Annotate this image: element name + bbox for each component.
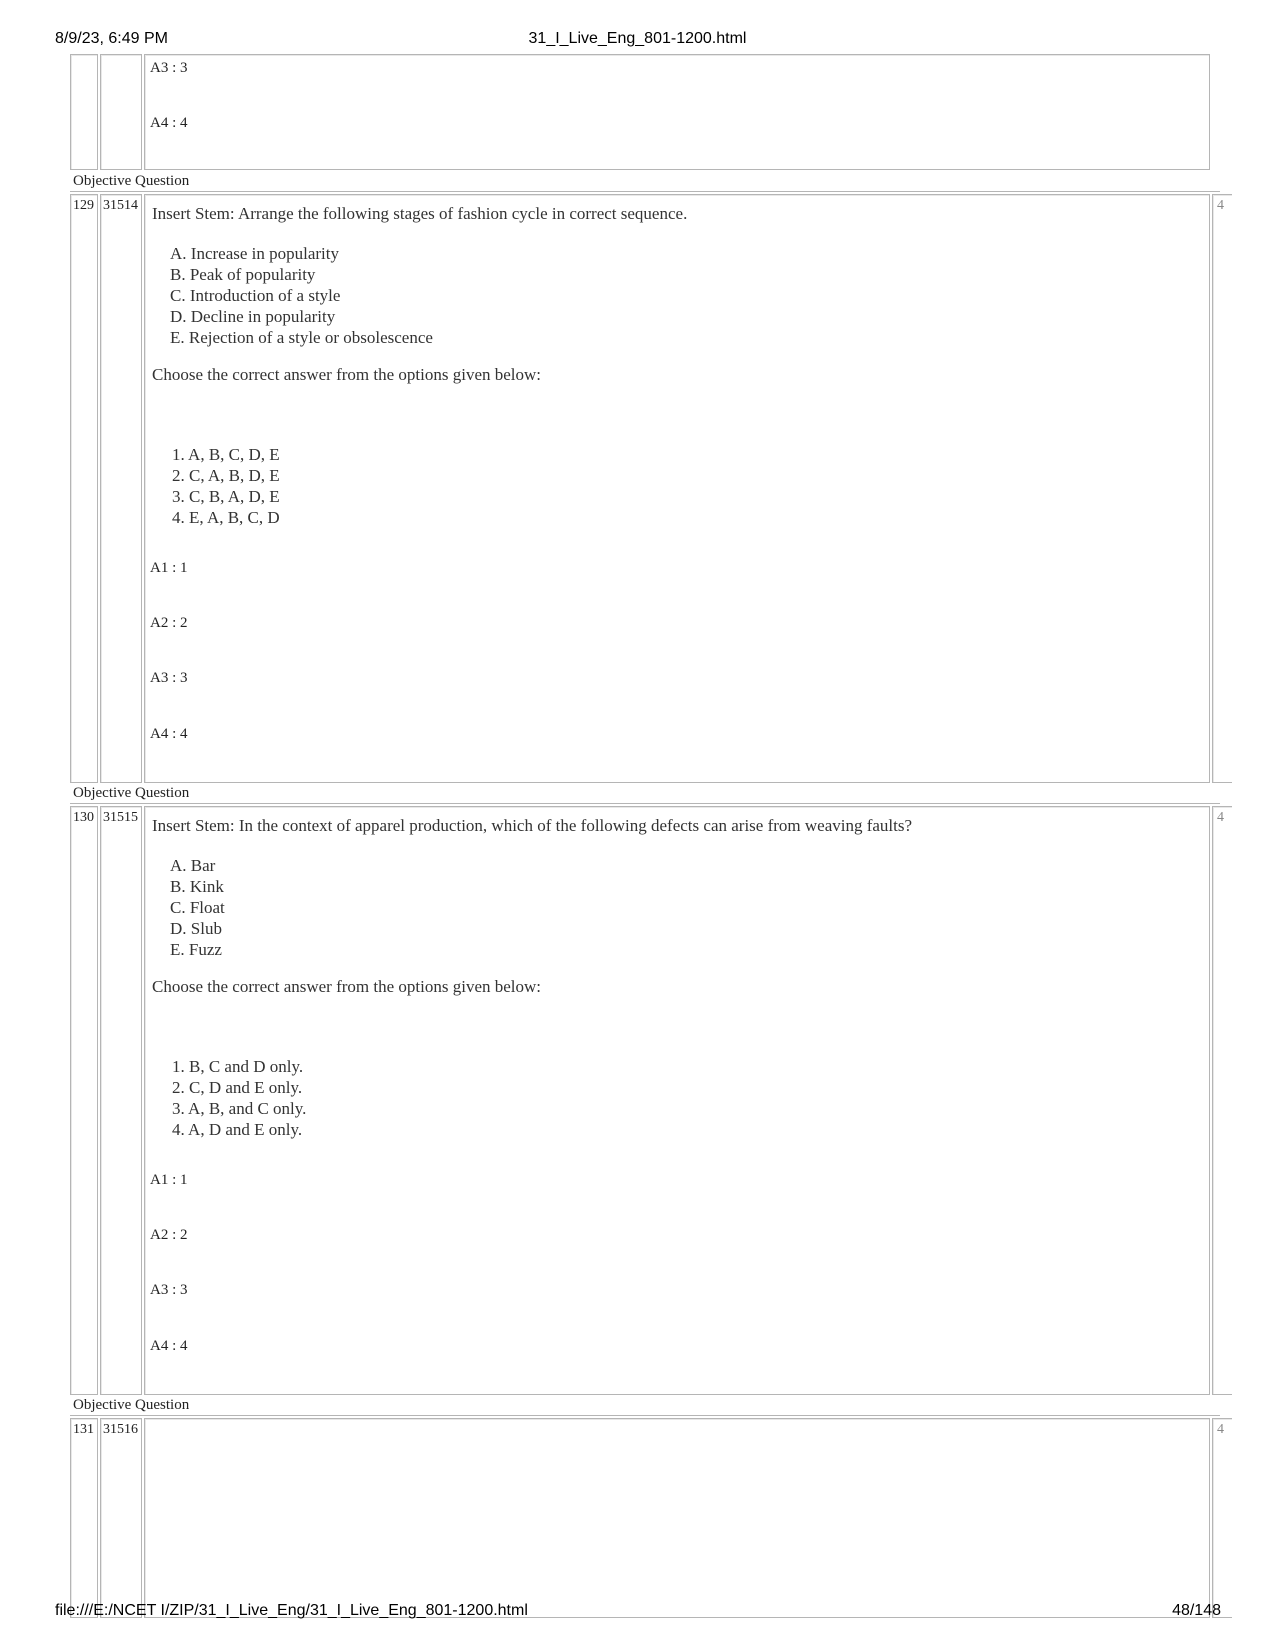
question-id: 31515 — [103, 810, 138, 825]
choice-option: 3. C, B, A, D, E — [172, 487, 280, 506]
extra-cell: 4 — [1212, 1418, 1232, 1618]
stem-item: C. Float — [170, 898, 225, 917]
stem-item: D. Slub — [170, 919, 222, 938]
answer-option: A4 : 4 — [150, 115, 188, 131]
answer-option: A4 : 4 — [150, 726, 188, 742]
choice-option: 2. C, A, B, D, E — [172, 466, 280, 485]
stem-item: B. Kink — [170, 877, 224, 896]
serial-number: 131 — [73, 1422, 94, 1437]
answer-option: A1 : 1 — [150, 1172, 188, 1188]
question-id-cell — [100, 194, 142, 783]
question-row-partial — [70, 54, 1220, 170]
stem-item: A. Increase in popularity — [170, 244, 339, 263]
print-title: 31_I_Live_Eng_801-1200.html — [528, 30, 747, 47]
section-label: Objective Question — [70, 1395, 1220, 1416]
answer-option: A3 : 3 — [150, 1282, 188, 1298]
serial-cell — [70, 194, 98, 783]
question-row — [70, 194, 1224, 783]
answer-option: A2 : 2 — [150, 615, 188, 631]
choice-option: 4. E, A, B, C, D — [172, 508, 280, 527]
question-row — [70, 1418, 1224, 1618]
question-id-cell — [100, 1418, 142, 1618]
print-page-number: 48/148 — [1172, 1602, 1221, 1619]
section-label: Objective Question — [70, 171, 1220, 192]
answer-option: A2 : 2 — [150, 1227, 188, 1243]
answer-option: A3 : 3 — [150, 670, 188, 686]
answer-option: A1 : 1 — [150, 560, 188, 576]
stem-item: A. Bar — [170, 856, 216, 875]
question-id: 31516 — [103, 1422, 138, 1437]
question-body-cell — [144, 1418, 1210, 1618]
stem-item: D. Decline in popularity — [170, 307, 336, 326]
question-body-cell — [144, 54, 1210, 170]
question-stem: Insert Stem: In the context of apparel production, which of the following defects can arise from weaving faults? — [152, 816, 913, 835]
stem-item: C. Introduction of a style — [170, 286, 341, 305]
serial-number: 130 — [73, 810, 94, 825]
serial-cell — [70, 806, 98, 1395]
question-table — [70, 58, 1224, 1592]
answer-option: A3 : 3 — [150, 60, 188, 76]
choice-option: 2. C, D and E only. — [172, 1078, 303, 1097]
serial-number: 129 — [73, 198, 94, 213]
stem-item: E. Rejection of a style or obsolescence — [170, 328, 433, 347]
serial-cell — [70, 54, 98, 170]
question-id-cell — [100, 806, 142, 1395]
stem-item: E. Fuzz — [170, 940, 222, 959]
question-row — [70, 806, 1224, 1395]
extra-cell: 4 — [1212, 806, 1232, 1395]
question-prompt: Choose the correct answer from the options given below: — [152, 365, 542, 384]
choice-option: 1. A, B, C, D, E — [172, 445, 280, 464]
question-stem: Insert Stem: Arrange the following stages of fashion cycle in correct sequence. — [152, 204, 688, 223]
question-prompt: Choose the correct answer from the options given below: — [152, 977, 542, 996]
print-file-path: file:///E:/NCET I/ZIP/31_I_Live_Eng/31_I_Live_Eng_801-1200.html — [55, 1602, 528, 1619]
answer-option: A4 : 4 — [150, 1338, 188, 1354]
choice-option: 1. B, C and D only. — [172, 1057, 304, 1076]
question-id: 31514 — [103, 198, 138, 213]
question-id-cell — [100, 54, 142, 170]
section-label: Objective Question — [70, 783, 1220, 804]
choice-option: 3. A, B, and C only. — [172, 1099, 307, 1118]
stem-item: B. Peak of popularity — [170, 265, 316, 284]
serial-cell — [70, 1418, 98, 1618]
choice-option: 4. A, D and E only. — [172, 1120, 303, 1139]
print-datetime: 8/9/23, 6:49 PM — [55, 30, 168, 47]
extra-cell: 4 — [1212, 194, 1232, 783]
